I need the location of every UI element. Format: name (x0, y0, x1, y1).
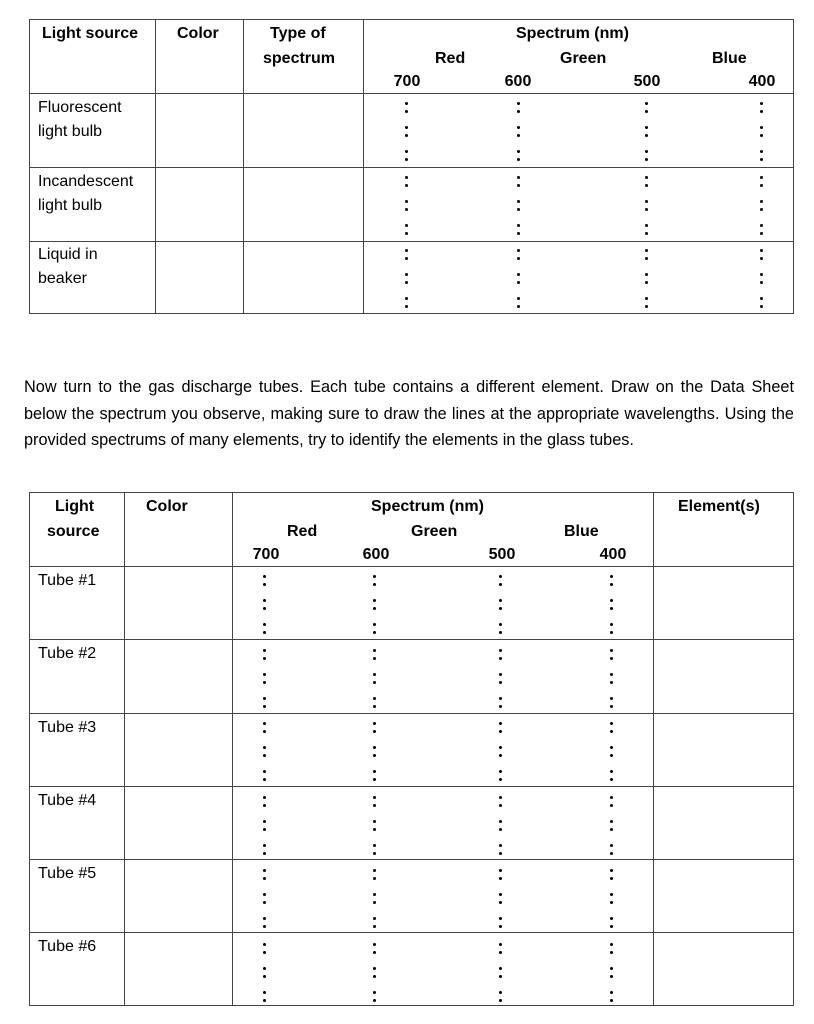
guide-dot (610, 697, 613, 700)
row-divider (30, 859, 793, 860)
guide-dot (373, 770, 376, 773)
guide-dot (645, 158, 648, 161)
header-green: Green (411, 523, 458, 540)
row-divider (30, 932, 793, 933)
guide-dot (610, 681, 613, 684)
guide-dot (610, 746, 613, 749)
guide-dot (610, 893, 613, 896)
table-gas-tubes (29, 492, 794, 1006)
guide-dot (517, 126, 520, 129)
guide-dot (263, 999, 266, 1002)
guide-dot (405, 184, 408, 187)
guide-dot (373, 746, 376, 749)
guide-dot (610, 877, 613, 880)
guide-dot (263, 778, 266, 781)
header-type-line1: Type of (270, 25, 326, 42)
guide-dot (263, 869, 266, 872)
guide-dot (263, 722, 266, 725)
guide-dot (499, 804, 502, 807)
tube-label: Tube #4 (38, 792, 97, 809)
guide-dot (517, 257, 520, 260)
guide-dot (405, 102, 408, 105)
guide-dot (760, 297, 763, 300)
guide-dot (610, 770, 613, 773)
guide-dot (263, 828, 266, 831)
guide-dot (517, 184, 520, 187)
guide-dot (405, 110, 408, 113)
guide-dot (760, 257, 763, 260)
guide-dot (760, 249, 763, 252)
guide-dot (517, 249, 520, 252)
dotted-guide-400 (757, 96, 767, 312)
guide-dot (499, 869, 502, 872)
guide-dot (405, 176, 408, 179)
row-label-line1: Incandescent (38, 173, 134, 190)
guide-dot (760, 134, 763, 137)
guide-dot (645, 281, 648, 284)
guide-dot (517, 200, 520, 203)
dotted-guide-500 (496, 569, 506, 1003)
guide-dot (610, 607, 613, 610)
guide-dot (610, 943, 613, 946)
guide-dot (760, 110, 763, 113)
tick-500: 500 (488, 546, 516, 563)
tick-700: 700 (252, 546, 280, 563)
guide-dot (610, 796, 613, 799)
guide-dot (263, 673, 266, 676)
guide-dot (373, 991, 376, 994)
guide-dot (645, 134, 648, 137)
tube-label: Tube #6 (38, 938, 97, 955)
guide-dot (263, 877, 266, 880)
guide-dot (263, 844, 266, 847)
tick-500: 500 (633, 73, 661, 90)
guide-dot (263, 754, 266, 757)
header-color: Color (146, 498, 188, 515)
guide-dot (760, 273, 763, 276)
row-divider (30, 639, 793, 640)
guide-dot (373, 649, 376, 652)
guide-dot (499, 631, 502, 634)
header-type-line2: spectrum (263, 50, 336, 67)
guide-dot (645, 273, 648, 276)
guide-dot (610, 583, 613, 586)
guide-dot (263, 951, 266, 954)
guide-dot (405, 200, 408, 203)
guide-dot (499, 607, 502, 610)
guide-dot (499, 778, 502, 781)
guide-dot (645, 224, 648, 227)
guide-dot (610, 869, 613, 872)
guide-dot (499, 975, 502, 978)
guide-dot (263, 796, 266, 799)
guide-dot (760, 102, 763, 105)
guide-dot (760, 232, 763, 235)
guide-dot (760, 150, 763, 153)
guide-dot (373, 778, 376, 781)
guide-dot (645, 102, 648, 105)
guide-dot (760, 208, 763, 211)
guide-dot (405, 232, 408, 235)
guide-dot (405, 249, 408, 252)
guide-dot (760, 281, 763, 284)
guide-dot (517, 224, 520, 227)
guide-dot (263, 599, 266, 602)
guide-dot (517, 208, 520, 211)
guide-dot (373, 681, 376, 684)
guide-dot (499, 901, 502, 904)
guide-dot (263, 583, 266, 586)
guide-dot (373, 869, 376, 872)
guide-dot (645, 200, 648, 203)
guide-dot (499, 893, 502, 896)
guide-dot (373, 697, 376, 700)
guide-dot (263, 893, 266, 896)
guide-dot (263, 631, 266, 634)
guide-dot (499, 770, 502, 773)
guide-dot (499, 852, 502, 855)
guide-dot (517, 158, 520, 161)
row-divider (30, 786, 793, 787)
guide-dot (405, 273, 408, 276)
guide-dot (610, 599, 613, 602)
guide-dot (610, 754, 613, 757)
guide-dot (263, 967, 266, 970)
guide-dot (373, 631, 376, 634)
guide-dot (760, 184, 763, 187)
guide-dot (373, 901, 376, 904)
guide-dot (610, 631, 613, 634)
guide-dot (373, 943, 376, 946)
header-green: Green (560, 50, 607, 67)
guide-dot (645, 176, 648, 179)
guide-dot (405, 224, 408, 227)
guide-dot (499, 951, 502, 954)
guide-dot (760, 176, 763, 179)
guide-dot (373, 575, 376, 578)
guide-dot (373, 583, 376, 586)
header-blue: Blue (712, 50, 747, 67)
guide-dot (373, 893, 376, 896)
guide-dot (405, 126, 408, 129)
guide-dot (499, 746, 502, 749)
guide-dot (405, 158, 408, 161)
guide-dot (499, 925, 502, 928)
guide-dot (760, 305, 763, 308)
guide-dot (517, 281, 520, 284)
guide-dot (760, 126, 763, 129)
row-label-line1: Liquid in (38, 246, 98, 263)
guide-dot (610, 844, 613, 847)
guide-dot (499, 754, 502, 757)
guide-dot (373, 705, 376, 708)
header-color: Color (177, 25, 219, 42)
guide-dot (373, 967, 376, 970)
guide-dot (517, 305, 520, 308)
guide-dot (645, 232, 648, 235)
guide-dot (499, 599, 502, 602)
guide-dot (499, 991, 502, 994)
column-divider (124, 493, 125, 1005)
guide-dot (499, 967, 502, 970)
guide-dot (405, 150, 408, 153)
row-label-line1: Fluorescent (38, 99, 122, 116)
guide-dot (263, 607, 266, 610)
guide-dot (373, 722, 376, 725)
guide-dot (373, 820, 376, 823)
instructions-paragraph: Now turn to the gas discharge tubes. Each tube contains a different element. Draw on the Data Sheet below the spectrum you observe, making sure to draw the lines at the appropriate wavelengths. Using the provided spectrums of many elements, try to identify the elements in the glass tubes. (24, 378, 794, 449)
guide-dot (517, 150, 520, 153)
guide-dot (760, 200, 763, 203)
dotted-guide-700 (402, 96, 412, 312)
guide-dot (499, 917, 502, 920)
guide-dot (517, 102, 520, 105)
guide-dot (373, 673, 376, 676)
dotted-guide-600 (370, 569, 380, 1003)
row-divider (30, 566, 793, 567)
guide-dot (499, 681, 502, 684)
guide-dot (610, 657, 613, 660)
guide-dot (373, 925, 376, 928)
guide-dot (610, 951, 613, 954)
guide-dot (263, 697, 266, 700)
guide-dot (517, 273, 520, 276)
guide-dot (645, 305, 648, 308)
guide-dot (499, 820, 502, 823)
guide-dot (499, 828, 502, 831)
guide-dot (373, 599, 376, 602)
guide-dot (373, 657, 376, 660)
header-light: Light (55, 498, 95, 515)
header-source: source (47, 523, 100, 540)
tick-400: 400 (748, 73, 776, 90)
guide-dot (645, 150, 648, 153)
tick-600: 600 (362, 546, 390, 563)
guide-dot (610, 999, 613, 1002)
guide-dot (610, 828, 613, 831)
guide-dot (610, 730, 613, 733)
guide-dot (373, 623, 376, 626)
guide-dot (610, 901, 613, 904)
guide-dot (263, 623, 266, 626)
guide-dot (263, 681, 266, 684)
guide-dot (499, 697, 502, 700)
guide-dot (499, 730, 502, 733)
guide-dot (263, 991, 266, 994)
column-divider (653, 493, 654, 1005)
guide-dot (263, 657, 266, 660)
guide-dot (610, 820, 613, 823)
guide-dot (263, 746, 266, 749)
header-spectrum: Spectrum (nm) (516, 25, 629, 42)
dotted-guide-600 (514, 96, 524, 312)
guide-dot (499, 705, 502, 708)
guide-dot (405, 281, 408, 284)
table-light-sources (29, 19, 794, 314)
guide-dot (263, 804, 266, 807)
guide-dot (499, 583, 502, 586)
guide-dot (610, 722, 613, 725)
guide-dot (263, 730, 266, 733)
guide-dot (610, 975, 613, 978)
guide-dot (499, 722, 502, 725)
tube-label: Tube #3 (38, 719, 97, 736)
guide-dot (405, 208, 408, 211)
guide-dot (610, 852, 613, 855)
guide-dot (517, 176, 520, 179)
guide-dot (517, 134, 520, 137)
guide-dot (645, 297, 648, 300)
header-blue: Blue (564, 523, 599, 540)
guide-dot (610, 575, 613, 578)
guide-dot (499, 623, 502, 626)
guide-dot (645, 257, 648, 260)
guide-dot (499, 877, 502, 880)
row-divider (30, 713, 793, 714)
guide-dot (610, 705, 613, 708)
guide-dot (610, 778, 613, 781)
guide-dot (610, 649, 613, 652)
guide-dot (373, 852, 376, 855)
guide-dot (263, 575, 266, 578)
guide-dot (645, 126, 648, 129)
guide-dot (610, 991, 613, 994)
guide-dot (373, 975, 376, 978)
guide-dot (373, 828, 376, 831)
guide-dot (645, 249, 648, 252)
guide-dot (645, 208, 648, 211)
guide-dot (517, 232, 520, 235)
guide-dot (610, 673, 613, 676)
row-label-line2: light bulb (38, 123, 103, 140)
guide-dot (263, 852, 266, 855)
guide-dot (610, 917, 613, 920)
guide-dot (373, 877, 376, 880)
guide-dot (373, 951, 376, 954)
guide-dot (760, 158, 763, 161)
tick-600: 600 (504, 73, 532, 90)
guide-dot (610, 623, 613, 626)
header-red: Red (287, 523, 318, 540)
guide-dot (373, 804, 376, 807)
guide-dot (517, 297, 520, 300)
guide-dot (517, 110, 520, 113)
guide-dot (760, 224, 763, 227)
guide-dot (263, 901, 266, 904)
guide-dot (499, 649, 502, 652)
header-red: Red (435, 50, 466, 67)
guide-dot (263, 917, 266, 920)
guide-dot (263, 770, 266, 773)
guide-dot (405, 297, 408, 300)
dotted-guide-700 (260, 569, 270, 1003)
guide-dot (499, 575, 502, 578)
guide-dot (610, 925, 613, 928)
guide-dot (373, 796, 376, 799)
guide-dot (405, 257, 408, 260)
dotted-guide-500 (642, 96, 652, 312)
guide-dot (405, 305, 408, 308)
guide-dot (499, 999, 502, 1002)
column-divider (232, 493, 233, 1005)
guide-dot (405, 134, 408, 137)
guide-dot (373, 844, 376, 847)
guide-dot (373, 754, 376, 757)
guide-dot (645, 110, 648, 113)
guide-dot (499, 844, 502, 847)
tube-label: Tube #1 (38, 572, 97, 589)
guide-dot (610, 804, 613, 807)
row-label-line2: beaker (38, 270, 87, 287)
guide-dot (373, 607, 376, 610)
header-spectrum: Spectrum (nm) (371, 498, 484, 515)
guide-dot (263, 820, 266, 823)
guide-dot (645, 184, 648, 187)
tube-label: Tube #2 (38, 645, 97, 662)
guide-dot (499, 943, 502, 946)
guide-dot (263, 649, 266, 652)
guide-dot (263, 925, 266, 928)
guide-dot (263, 705, 266, 708)
guide-dot (499, 673, 502, 676)
guide-dot (499, 796, 502, 799)
guide-dot (610, 967, 613, 970)
tube-label: Tube #5 (38, 865, 97, 882)
guide-dot (373, 730, 376, 733)
guide-dot (263, 975, 266, 978)
row-label-line2: light bulb (38, 197, 103, 214)
header-elements: Element(s) (678, 498, 760, 515)
tick-400: 400 (599, 546, 627, 563)
guide-dot (263, 943, 266, 946)
guide-dot (373, 999, 376, 1002)
guide-dot (373, 917, 376, 920)
dotted-guide-400 (607, 569, 617, 1003)
tick-700: 700 (393, 73, 421, 90)
guide-dot (499, 657, 502, 660)
header-light-source: Light source (42, 25, 139, 42)
